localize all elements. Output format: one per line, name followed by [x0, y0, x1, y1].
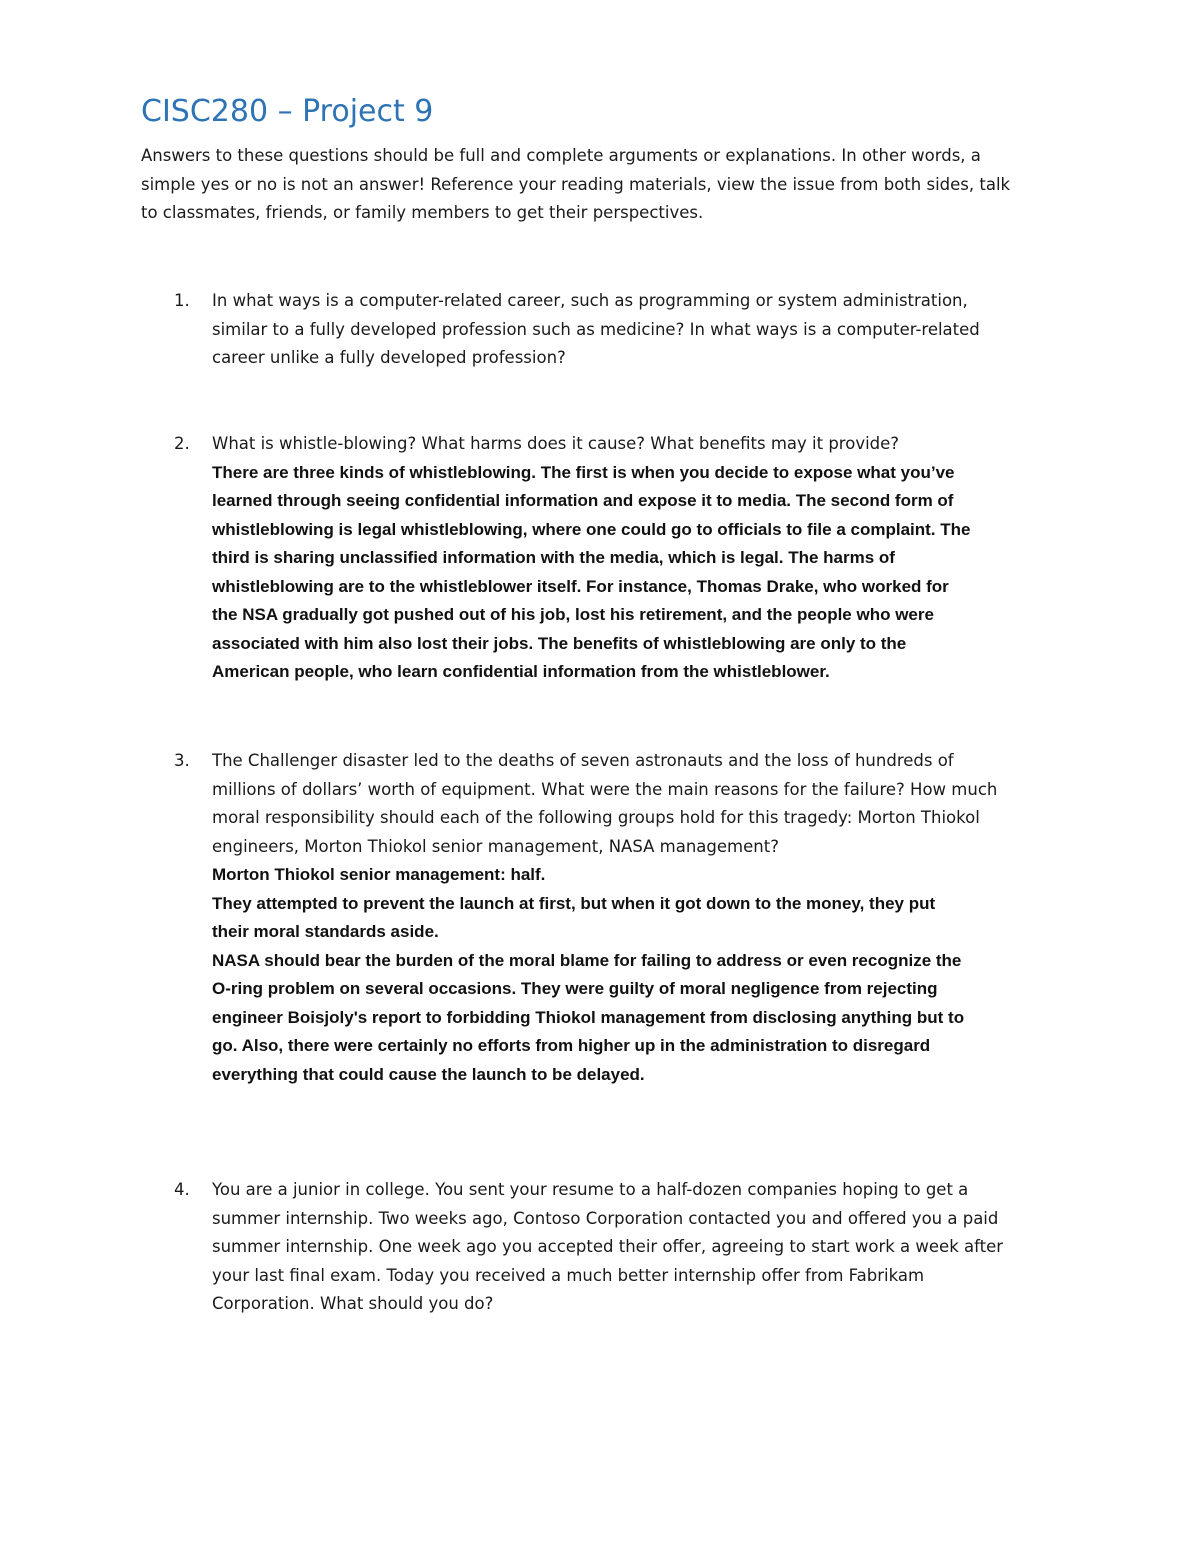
question-line: millions of dollars’ worth of equipment. What were the main reasons for the failure? How much: [212, 779, 998, 799]
question-line: summer internship. One week ago you accepted their offer, agreeing to start work a week after: [212, 1237, 1004, 1256]
answer-line: learned through seeing confidential information and expose it to media. The second form of: [212, 491, 954, 510]
question-line: summer internship. Two weeks ago, Contoso Corporation contacted you and offered you a paid: [212, 1208, 999, 1228]
question-line: career unlike a fully developed profession?: [212, 348, 566, 367]
answer-line: go. Also, there were certainly no efforts from higher up in the administration to disregard: [212, 1036, 931, 1055]
answer-line: American people, who learn confidential information from the whistleblower.: [212, 662, 830, 681]
answer-line: their moral standards aside.: [212, 922, 439, 941]
intro-line: simple yes or no is not an answer! Reference your reading materials, view the issue from both sides, talk: [141, 174, 1011, 194]
question-line: similar to a fully developed profession such as medicine? In what ways is a computer-related: [212, 319, 980, 339]
question-body: [212, 1176, 1112, 1319]
question-line: In what ways is a computer-related career, such as programming or system administration,: [212, 291, 968, 310]
question-number: 1.: [174, 291, 190, 310]
question-body: [212, 287, 1112, 373]
answer-line: O-ring problem on several occasions. They were guilty of moral negligence from rejecting: [212, 979, 938, 998]
question-line: You are a junior in college. You sent your resume to a half-dozen companies hoping to get a: [212, 1180, 969, 1199]
question-number: 4.: [174, 1180, 190, 1199]
answer-line: engineer Boisjoly's report to forbidding Thiokol management from disclosing anything but to: [212, 1007, 965, 1027]
question-body: [212, 430, 1112, 687]
question-line: engineers, Morton Thiokol senior management, NASA management?: [212, 836, 779, 856]
intro-line: Answers to these questions should be full and complete arguments or explanations. In other words, a: [141, 146, 981, 165]
question-line: The Challenger disaster led to the deaths of seven astronauts and the loss of hundreds of: [212, 751, 954, 770]
question-line: your last final exam. Today you received a much better internship offer from Fabrikam: [212, 1265, 925, 1285]
question-line: What is whistle-blowing? What harms does it cause? What benefits may it provide?: [212, 434, 900, 453]
answer-line: There are three kinds of whistleblowing. The first is when you decide to expose what you’ve: [212, 462, 955, 482]
question-number: 2.: [174, 434, 190, 453]
answer-line: Morton Thiokol senior management: half.: [212, 865, 546, 884]
answer-line: associated with him also lost their jobs. The benefits of whistleblowing are only to the: [212, 633, 907, 653]
answer-line: third is sharing unclassified information with the media, which is legal. The harms of: [212, 548, 895, 567]
intro-line: to classmates, friends, or family members to get their perspectives.: [141, 203, 704, 222]
answer-line: NASA should bear the burden of the moral blame for failing to address or even recognize the: [212, 950, 962, 970]
document-title: CISC280 – Project 9: [141, 94, 434, 129]
answer-line: whistleblowing are to the whistleblower itself. For instance, Thomas Drake, who worked for: [212, 576, 949, 596]
answer-line: the NSA gradually got pushed out of his job, lost his retirement, and the people who were: [212, 605, 934, 624]
question-line: moral responsibility should each of the following groups hold for this tragedy: Morton Thiokol: [212, 808, 980, 827]
question-body: [212, 747, 1112, 1089]
intro-paragraph: [141, 142, 1061, 228]
answer-line: They attempted to prevent the launch at first, but when it got down to the money, they put: [212, 893, 936, 913]
answer-line: whistleblowing is legal whistleblowing, where one could go to officials to file a complaint. The: [212, 519, 971, 539]
question-line: Corporation. What should you do?: [212, 1294, 494, 1313]
question-number: 3.: [174, 751, 190, 770]
answer-line: everything that could cause the launch to be delayed.: [212, 1064, 645, 1084]
